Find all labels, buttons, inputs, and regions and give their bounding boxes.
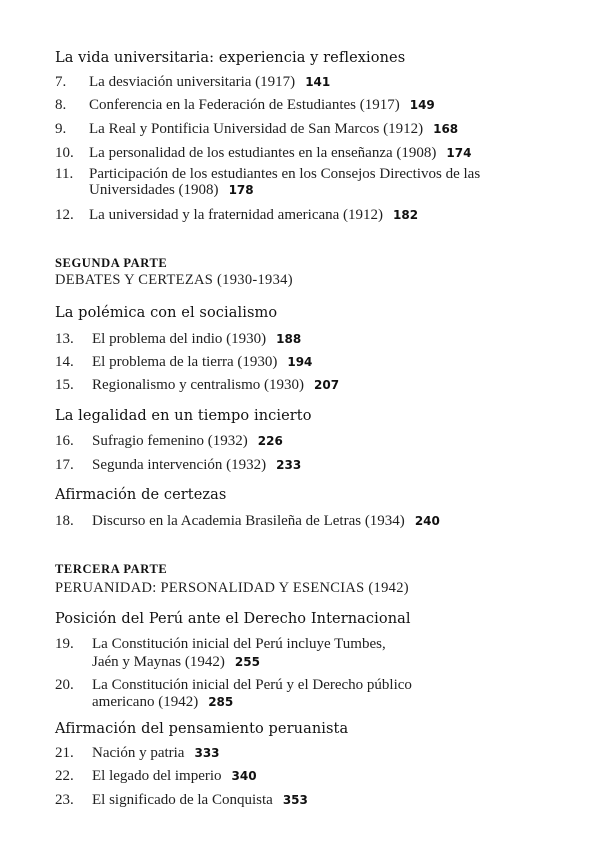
entry-page: 194 bbox=[287, 355, 313, 369]
toc-entry bbox=[55, 792, 308, 809]
toc-entry bbox=[55, 677, 412, 694]
entry-number: 12. bbox=[55, 207, 74, 223]
entry-title: Participación de los estudiantes en los Consejos Directivos de las bbox=[89, 166, 481, 182]
entry-number: 15. bbox=[55, 377, 74, 393]
entry-number: 13. bbox=[55, 331, 74, 347]
toc-entry-continuation bbox=[92, 694, 233, 711]
entry-page: 333 bbox=[194, 746, 220, 760]
entry-page: 226 bbox=[257, 434, 283, 448]
section-heading: La vida universitaria: experiencia y reflexiones bbox=[55, 50, 406, 66]
entry-title: Nación y patria bbox=[92, 745, 185, 761]
entry-page: 182 bbox=[393, 208, 419, 222]
entry-number: 9. bbox=[55, 121, 67, 137]
entry-title: La universidad y la fraternidad americana (1912) bbox=[89, 207, 384, 223]
entry-page: 255 bbox=[234, 655, 260, 669]
entry-title: La desviación universitaria (1917) bbox=[89, 74, 296, 90]
part-label: TERCERA PARTE bbox=[55, 562, 168, 576]
toc-entry bbox=[55, 513, 440, 530]
entry-page: 353 bbox=[282, 793, 308, 807]
toc-entry bbox=[55, 74, 330, 91]
entry-number: 14. bbox=[55, 354, 74, 370]
entry-number: 10. bbox=[55, 145, 74, 161]
entry-title: El legado del imperio bbox=[92, 768, 222, 784]
entry-page: 178 bbox=[228, 183, 254, 197]
toc-entry bbox=[55, 331, 301, 348]
entry-title-continued: americano (1942) bbox=[92, 694, 199, 710]
entry-title: El significado de la Conquista bbox=[92, 792, 273, 808]
entry-page: 168 bbox=[433, 122, 459, 136]
entry-number: 7. bbox=[55, 74, 67, 90]
toc-entry bbox=[55, 121, 458, 138]
toc-entry-continuation bbox=[92, 654, 260, 671]
entry-number: 19. bbox=[55, 636, 74, 652]
entry-page: 340 bbox=[231, 769, 257, 783]
toc-entry bbox=[55, 377, 339, 394]
toc-entry bbox=[55, 97, 435, 114]
section-heading: Afirmación de certezas bbox=[55, 487, 227, 503]
entry-page: 285 bbox=[208, 695, 234, 709]
toc-entry bbox=[55, 636, 386, 653]
entry-title: Discurso en la Academia Brasileña de Letras (1934) bbox=[92, 513, 405, 529]
entry-number: 16. bbox=[55, 433, 74, 449]
entry-page: 233 bbox=[276, 458, 302, 472]
section-heading: La polémica con el socialismo bbox=[55, 305, 278, 321]
part-title: DEBATES Y CERTEZAS (1930-1934) bbox=[55, 272, 293, 288]
entry-title: La Constitución inicial del Perú incluye Tumbes, bbox=[92, 636, 386, 652]
entry-number: 21. bbox=[55, 745, 74, 761]
section-heading: Afirmación del pensamiento peruanista bbox=[55, 721, 349, 737]
entry-number: 20. bbox=[55, 677, 74, 693]
toc-entry bbox=[55, 354, 312, 371]
toc-entry bbox=[55, 457, 301, 474]
entry-title-continued: Universidades (1908) bbox=[89, 182, 219, 198]
section-heading: La legalidad en un tiempo incierto bbox=[55, 408, 312, 424]
toc-entry bbox=[55, 433, 283, 450]
entry-title: Regionalismo y centralismo (1930) bbox=[92, 377, 305, 393]
toc-entry bbox=[55, 145, 471, 162]
toc-entry bbox=[55, 166, 480, 183]
entry-title: El problema de la tierra (1930) bbox=[92, 354, 278, 370]
entry-page: 240 bbox=[414, 514, 440, 528]
entry-page: 188 bbox=[276, 332, 302, 346]
entry-title-continued: Jaén y Maynas (1942) bbox=[92, 654, 225, 670]
entry-title: La Real y Pontificia Universidad de San Marcos (1912) bbox=[89, 121, 424, 137]
section-heading: Posición del Perú ante el Derecho Internacional bbox=[55, 611, 411, 627]
entry-page: 207 bbox=[314, 378, 340, 392]
entry-number: 18. bbox=[55, 513, 74, 529]
entry-page: 149 bbox=[409, 98, 435, 112]
entry-number: 22. bbox=[55, 768, 74, 784]
entry-number: 23. bbox=[55, 792, 74, 808]
entry-title: Conferencia en la Federación de Estudiantes (1917) bbox=[89, 97, 400, 113]
entry-title: El problema del indio (1930) bbox=[92, 331, 267, 347]
entry-page: 141 bbox=[305, 75, 331, 89]
toc-entry bbox=[55, 768, 257, 785]
entry-number: 8. bbox=[55, 97, 67, 113]
entry-title: La Constitución inicial del Perú y el Derecho público bbox=[92, 677, 412, 693]
toc-entry bbox=[55, 207, 418, 224]
entry-number: 11. bbox=[55, 166, 74, 182]
part-title: PERUANIDAD: PERSONALIDAD Y ESENCIAS (1942) bbox=[55, 580, 409, 596]
entry-page: 174 bbox=[446, 146, 472, 160]
entry-title: Sufragio femenino (1932) bbox=[92, 433, 248, 449]
toc-entry bbox=[55, 745, 220, 762]
part-label: SEGUNDA PARTE bbox=[55, 256, 168, 270]
entry-title: Segunda intervención (1932) bbox=[92, 457, 267, 473]
entry-title: La personalidad de los estudiantes en la enseñanza (1908) bbox=[89, 145, 437, 161]
toc-entry-continuation bbox=[89, 182, 254, 199]
entry-number: 17. bbox=[55, 457, 74, 473]
